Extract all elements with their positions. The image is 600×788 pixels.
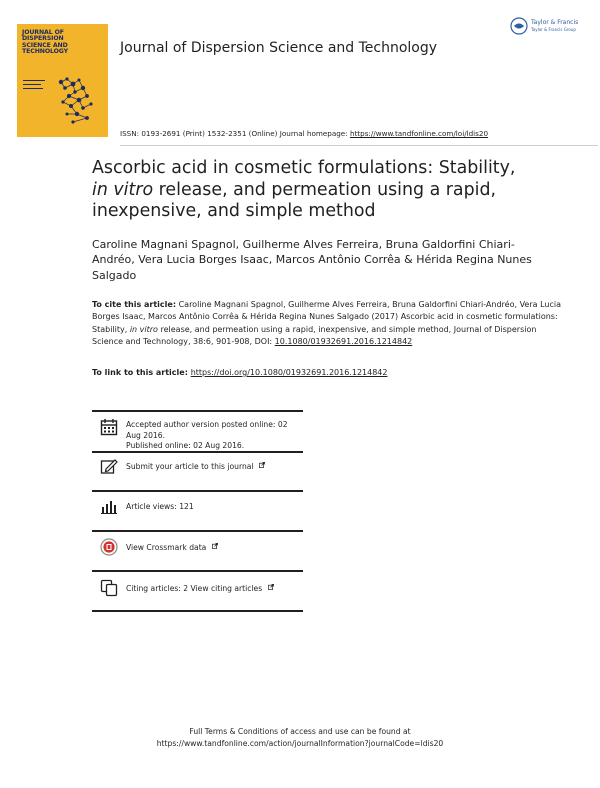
citation-text-part2: release, and permeation using a rapid, inexpensive, and simple method, Journal of Dispersion Science and Technology, 38:6, 901-908, DOI: xyxy=(92,324,537,347)
external-link-icon xyxy=(259,462,265,468)
external-link-icon xyxy=(268,584,274,590)
copy-icon xyxy=(100,579,118,597)
molecule-illustration xyxy=(53,76,103,131)
submit-article-text[interactable] xyxy=(126,462,301,473)
crossmark-label[interactable]: View Crossmark data xyxy=(126,543,207,552)
journal-title[interactable]: Journal of Dispersion Science and Technology xyxy=(120,40,438,56)
citation-text-italic: in vitro xyxy=(129,324,158,334)
publisher-logo-icon xyxy=(510,17,528,35)
publisher-logo-name: Taylor & Francis xyxy=(531,19,579,26)
crossmark-item[interactable] xyxy=(92,538,303,560)
external-link-icon xyxy=(212,543,218,549)
accepted-line-1: Accepted author version posted online: 02 xyxy=(126,420,288,429)
crossmark-icon xyxy=(100,538,118,556)
info-divider xyxy=(92,530,303,532)
article-link-label: To link to this article: xyxy=(92,368,191,377)
citing-articles-label[interactable]: Citing articles: 2 View citing articles xyxy=(126,584,263,593)
info-divider xyxy=(92,490,303,492)
crossmark-text[interactable] xyxy=(126,543,301,554)
footer xyxy=(0,726,600,749)
journal-homepage-link[interactable]: https://www.tandfonline.com/loi/ldis20 xyxy=(349,129,489,138)
info-divider xyxy=(92,610,303,612)
published-line: Published online: 02 Aug 2016. xyxy=(126,441,245,451)
article-views-item xyxy=(92,498,303,518)
article-authors: Caroline Magnani Spagnol, Guilherme Alves Ferreira, Bruna Galdorfini Chiari-Andréo, Vera Lucia Borges Isaac, Marcos Antônio Corrêa & Hérida Regina Nunes Salgado xyxy=(92,238,532,282)
article-link-line xyxy=(92,368,388,377)
info-divider xyxy=(92,451,303,453)
citation-doi-link[interactable]: 10.1080/01932691.2016.1214842 xyxy=(274,337,413,347)
cover-title: JOURNAL OF DISPERSION SCIENCE AND TECHNOLOGY xyxy=(22,29,69,56)
publisher-logo-group: Taylor & Francis Group xyxy=(531,27,576,32)
bar-chart-icon xyxy=(100,498,118,516)
citing-articles-text[interactable] xyxy=(126,584,301,595)
citation-label: To cite this article: xyxy=(92,300,177,309)
article-doi-url[interactable]: https://doi.org/10.1080/01932691.2016.1214842 xyxy=(190,368,388,377)
publication-dates xyxy=(92,418,303,454)
article-title-italic: in vitro xyxy=(92,179,154,200)
header-divider xyxy=(120,145,598,146)
article-title-part2: release, and permeation using a rapid, inexpensive, and simple method xyxy=(92,179,497,221)
footer-line-1: Full Terms & Conditions of access and use can be found at xyxy=(189,727,411,736)
publisher-logo[interactable] xyxy=(510,17,586,39)
journal-cover xyxy=(17,24,108,137)
citation-text-part1: Caroline Magnani Spagnol, Guilherme Alves Ferreira, Bruna Galdorfini Chiari-Andréo, Vera Lucia Borges Isaac, Marcos Antônio Corrêa & Hérida Regina Nunes Salgado (2017) Ascorbic acid in cosmetic formulations: Stability, xyxy=(92,300,561,334)
footer-journal-info-link[interactable]: https://www.tandfonline.com/action/journalInformation?journalCode=ldis20 xyxy=(156,738,444,748)
citation-block xyxy=(92,299,562,349)
calendar-icon xyxy=(100,418,118,436)
issn-text: ISSN: 0193-2691 (Print) 1532-2351 (Online) Journal homepage: xyxy=(120,129,350,138)
edit-icon xyxy=(100,458,118,476)
article-title-part1: Ascorbic acid in cosmetic formulations: Stability, xyxy=(92,158,516,178)
publication-dates-text xyxy=(126,420,301,452)
submit-article-label[interactable]: Submit your article to this journal xyxy=(126,462,254,471)
article-views-text: Article views: 121 xyxy=(126,502,194,511)
citing-articles-item[interactable] xyxy=(92,579,303,601)
article-title xyxy=(92,158,562,223)
info-divider xyxy=(92,410,303,412)
info-divider xyxy=(92,570,303,572)
submit-article-item[interactable] xyxy=(92,458,303,478)
issn-line xyxy=(120,129,488,138)
accepted-line-2: Aug 2016. xyxy=(126,430,165,440)
